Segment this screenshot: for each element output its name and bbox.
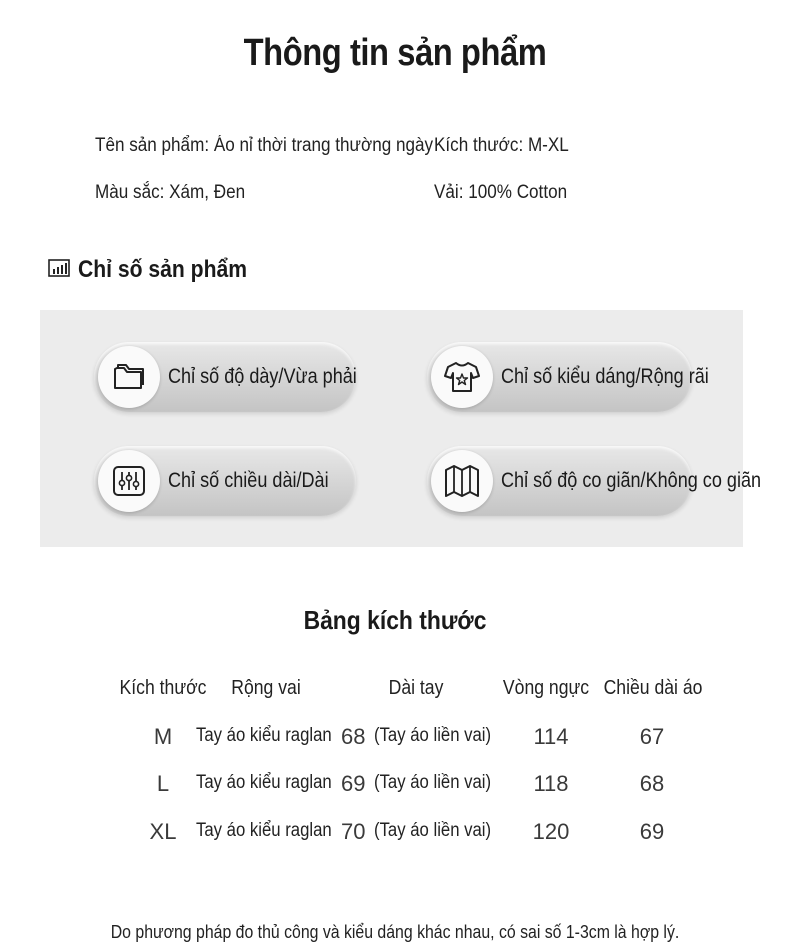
row-xl-shoulder: Tay áo kiểu raglan [196, 820, 332, 841]
header-shoulder: Rộng vai [231, 677, 301, 699]
index-stretch-label: Chỉ số độ co giãn/Không co giãn [501, 469, 762, 492]
row-xl-size: XL [149, 819, 177, 844]
page-title: Thông tin sản phẩm [243, 32, 547, 74]
product-color: Màu sắc: Xám, Đen [95, 182, 246, 203]
row-m-sleeve-note: (Tay áo liền vai) [374, 725, 492, 746]
tshirt-icon [431, 346, 493, 408]
row-l-shoulder: Tay áo kiểu raglan [196, 772, 332, 793]
header-length: Chiều dài áo [603, 677, 703, 699]
index-length-label: Chỉ số chiều dài/Dài [168, 469, 329, 492]
indices-heading [48, 256, 270, 284]
index-length [94, 446, 356, 516]
row-m-length: 67 [639, 724, 665, 749]
row-xl-length: 69 [639, 819, 665, 844]
header-sleeve: Dài tay [388, 677, 444, 699]
row-m-shoulder: Tay áo kiểu raglan [196, 725, 332, 746]
row-l-size: L [156, 771, 170, 796]
index-thickness-label: Chỉ số độ dày/Vừa phải [168, 365, 357, 388]
measurement-footnote: Do phương pháp đo thủ công và kiểu dáng khác nhau, có sai số 1-3cm là hợp lý. [110, 922, 680, 942]
index-stretch [427, 446, 762, 516]
row-xl-chest: 120 [532, 819, 570, 844]
header-size: Kích thước [119, 677, 207, 699]
product-name: Tên sản phẩm: Áo nỉ thời trang thường ngày [95, 135, 434, 156]
sliders-icon [98, 450, 160, 512]
row-l-chest: 118 [533, 771, 569, 796]
header-chest: Vòng ngực [502, 677, 590, 699]
product-size: Kích thước: M-XL [434, 135, 569, 156]
folding-fabric-icon [431, 450, 493, 512]
row-xl-sleeve-num: 70 [341, 819, 366, 844]
row-l-sleeve-num: 69 [341, 771, 366, 796]
row-m-sleeve-num: 68 [341, 724, 366, 749]
row-l-length: 68 [639, 771, 665, 796]
index-thickness [94, 342, 356, 412]
index-fit [427, 342, 709, 412]
indices-panel [40, 310, 762, 547]
row-m-size: M [153, 724, 173, 749]
product-fabric: Vải: 100% Cotton [434, 182, 568, 203]
row-l-sleeve-note: (Tay áo liền vai) [374, 772, 492, 793]
size-table-title: Bảng kích thước [303, 605, 487, 635]
row-xl-sleeve-note: (Tay áo liền vai) [374, 820, 492, 841]
bar-chart-icon [48, 259, 70, 282]
indices-heading-label: Chỉ số sản phẩm [78, 256, 248, 283]
row-m-chest: 114 [533, 724, 569, 749]
index-fit-label: Chỉ số kiểu dáng/Rộng rãi [501, 365, 709, 388]
folder-icon [98, 346, 160, 408]
